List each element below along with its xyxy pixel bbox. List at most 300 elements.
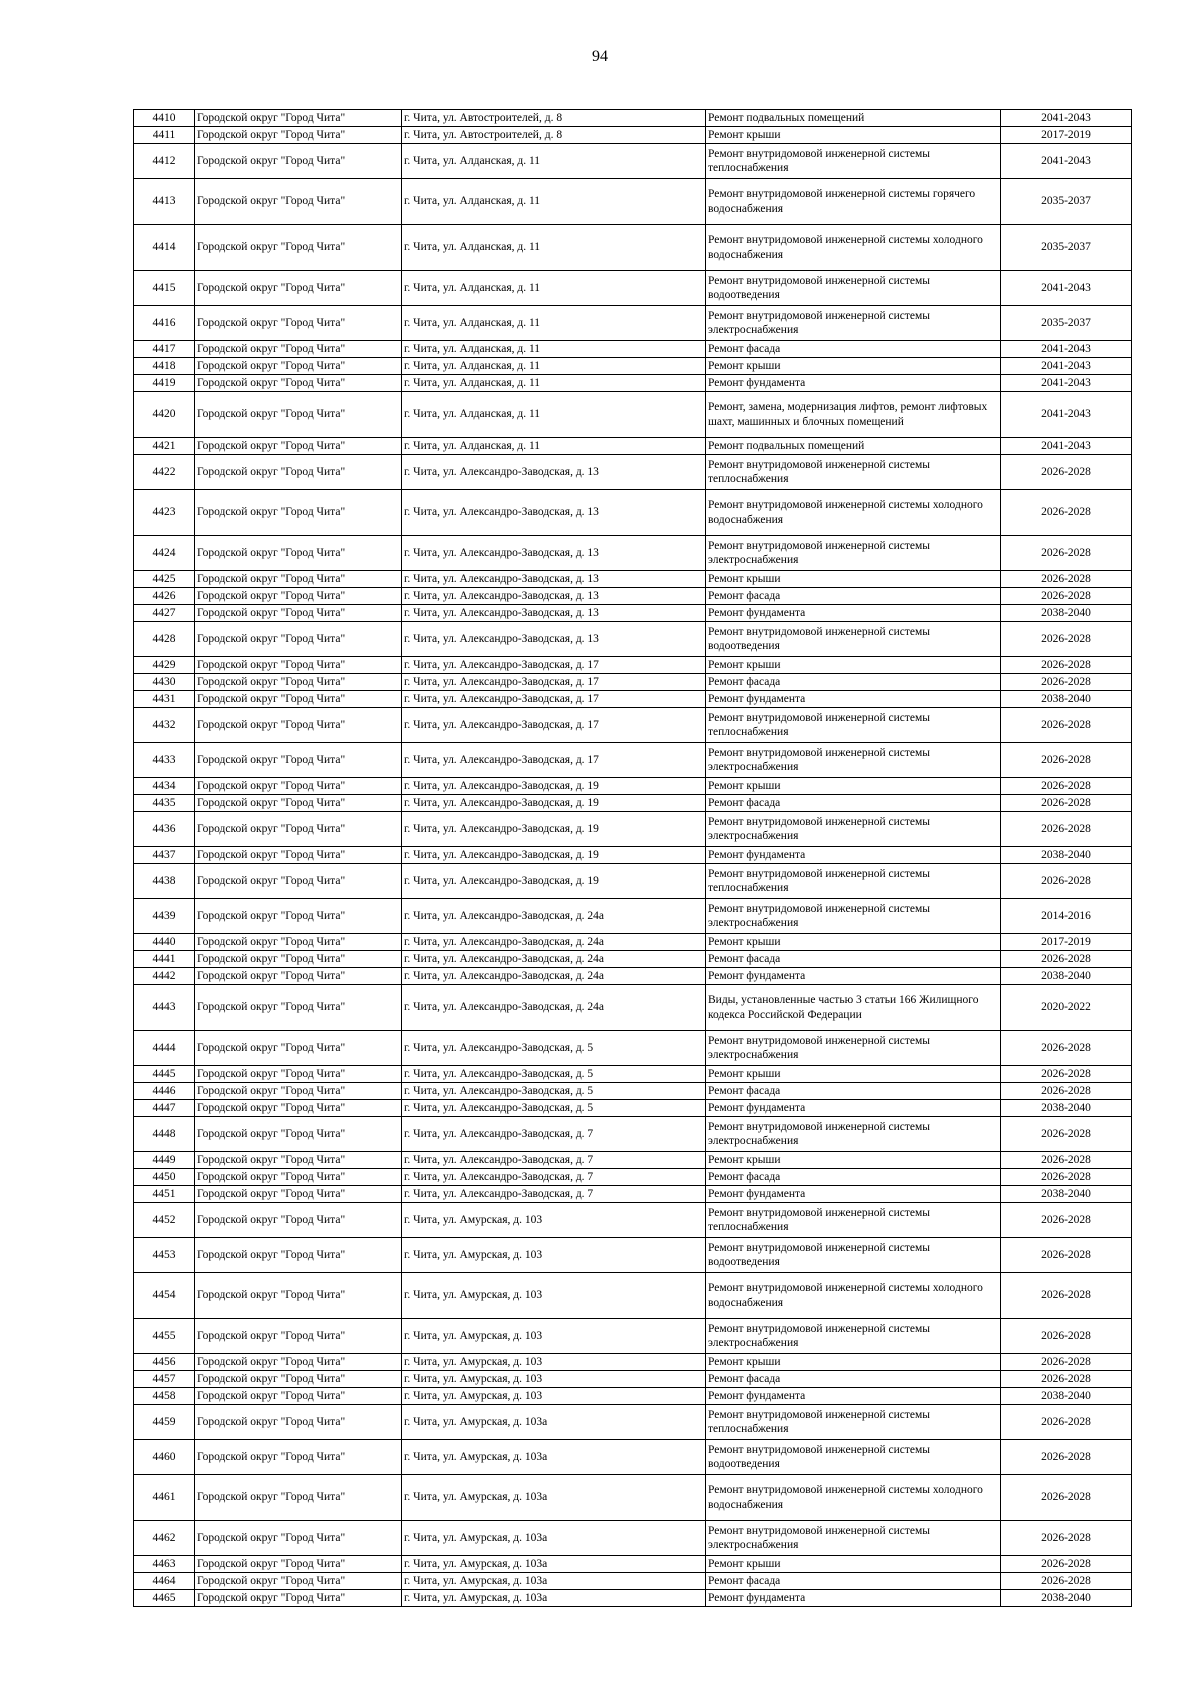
period-cell: 2026-2028 [1001,674,1132,691]
table-row [134,110,1132,127]
address-cell: г. Чита, ул. Алданская, д. 11 [402,375,706,392]
address-cell: г. Чита, ул. Амурская, д. 103 [402,1354,706,1371]
row-number-cell: 4459 [134,1405,195,1440]
work-type-cell: Ремонт внутридомовой инженерной системы водоотведения [706,1440,1001,1475]
period-cell: 2038-2040 [1001,1388,1132,1405]
table-row [134,455,1132,490]
period-cell: 2026-2028 [1001,951,1132,968]
table-row [134,1117,1132,1152]
row-number-cell: 4443 [134,985,195,1031]
period-cell: 2026-2028 [1001,571,1132,588]
period-cell: 2041-2043 [1001,341,1132,358]
municipality-cell: Городской округ "Город Чита" [195,1152,402,1169]
municipality-cell: Городской округ "Город Чита" [195,144,402,179]
municipality-cell: Городской округ "Город Чита" [195,1083,402,1100]
address-cell: г. Чита, ул. Александро-Заводская, д. 5 [402,1100,706,1117]
period-cell: 2026-2028 [1001,588,1132,605]
address-cell: г. Чита, ул. Александро-Заводская, д. 19 [402,778,706,795]
period-cell: 2026-2028 [1001,1521,1132,1556]
municipality-cell: Городской округ "Город Чита" [195,864,402,899]
municipality-cell: Городской округ "Город Чита" [195,1117,402,1152]
table-row [134,1066,1132,1083]
work-type-cell: Ремонт внутридомовой инженерной системы водоотведения [706,622,1001,657]
period-cell: 2026-2028 [1001,1031,1132,1066]
row-number-cell: 4417 [134,341,195,358]
municipality-cell: Городской округ "Город Чита" [195,110,402,127]
municipality-cell: Городской округ "Город Чита" [195,1100,402,1117]
table-body [134,110,1132,1607]
address-cell: г. Чита, ул. Александро-Заводская, д. 7 [402,1169,706,1186]
address-cell: г. Чита, ул. Алданская, д. 11 [402,438,706,455]
row-number-cell: 4450 [134,1169,195,1186]
municipality-cell: Городской округ "Город Чита" [195,934,402,951]
row-number-cell: 4465 [134,1590,195,1607]
table-row [134,271,1132,306]
address-cell: г. Чита, ул. Амурская, д. 103а [402,1440,706,1475]
municipality-cell: Городской округ "Город Чита" [195,392,402,438]
municipality-cell: Городской округ "Город Чита" [195,588,402,605]
work-type-cell: Ремонт внутридомовой инженерной системы водоотведения [706,271,1001,306]
municipality-cell: Городской округ "Город Чита" [195,1238,402,1273]
period-cell: 2026-2028 [1001,1475,1132,1521]
period-cell: 2041-2043 [1001,271,1132,306]
address-cell: г. Чита, ул. Александро-Заводская, д. 13 [402,455,706,490]
row-number-cell: 4449 [134,1152,195,1169]
municipality-cell: Городской округ "Город Чита" [195,1388,402,1405]
period-cell: 2026-2028 [1001,778,1132,795]
work-type-cell: Ремонт внутридомовой инженерной системы электроснабжения [706,1319,1001,1354]
address-cell: г. Чита, ул. Амурская, д. 103а [402,1573,706,1590]
work-type-cell: Ремонт внутридомовой инженерной системы электроснабжения [706,1521,1001,1556]
page-number: 94 [592,48,608,65]
table-row [134,1388,1132,1405]
municipality-cell: Городской округ "Город Чита" [195,968,402,985]
address-cell: г. Чита, ул. Амурская, д. 103а [402,1521,706,1556]
work-type-cell: Ремонт крыши [706,1556,1001,1573]
row-number-cell: 4418 [134,358,195,375]
period-cell: 2041-2043 [1001,375,1132,392]
row-number-cell: 4453 [134,1238,195,1273]
address-cell: г. Чита, ул. Александро-Заводская, д. 24а [402,934,706,951]
address-cell: г. Чита, ул. Алданская, д. 11 [402,392,706,438]
work-type-cell: Ремонт, замена, модернизация лифтов, ремонт лифтовых шахт, машинных и блочных помещений [706,392,1001,438]
address-cell: г. Чита, ул. Алданская, д. 11 [402,306,706,341]
row-number-cell: 4458 [134,1388,195,1405]
work-type-cell: Ремонт крыши [706,1354,1001,1371]
row-number-cell: 4413 [134,179,195,225]
address-cell: г. Чита, ул. Александро-Заводская, д. 24а [402,899,706,934]
table-row [134,144,1132,179]
row-number-cell: 4462 [134,1521,195,1556]
municipality-cell: Городской округ "Город Чита" [195,1169,402,1186]
period-cell: 2026-2028 [1001,622,1132,657]
municipality-cell: Городской округ "Город Чита" [195,847,402,864]
row-number-cell: 4438 [134,864,195,899]
work-type-cell: Ремонт фасада [706,1371,1001,1388]
work-type-cell: Ремонт внутридомовой инженерной системы электроснабжения [706,1117,1001,1152]
row-number-cell: 4421 [134,438,195,455]
work-type-cell: Ремонт фасада [706,588,1001,605]
address-cell: г. Чита, ул. Автостроителей, д. 8 [402,127,706,144]
period-cell: 2026-2028 [1001,490,1132,536]
work-type-cell: Ремонт внутридомовой инженерной системы теплоснабжения [706,1203,1001,1238]
period-cell: 2026-2028 [1001,1319,1132,1354]
work-type-cell: Ремонт фасада [706,1083,1001,1100]
address-cell: г. Чита, ул. Александро-Заводская, д. 13 [402,571,706,588]
table-row [134,1556,1132,1573]
address-cell: г. Чита, ул. Александро-Заводская, д. 19 [402,864,706,899]
municipality-cell: Городской округ "Город Чита" [195,1031,402,1066]
address-cell: г. Чита, ул. Амурская, д. 103а [402,1405,706,1440]
period-cell: 2017-2019 [1001,934,1132,951]
row-number-cell: 4437 [134,847,195,864]
table-row [134,1354,1132,1371]
address-cell: г. Чита, ул. Александро-Заводская, д. 13 [402,605,706,622]
municipality-cell: Городской округ "Город Чита" [195,1475,402,1521]
municipality-cell: Городской округ "Город Чита" [195,778,402,795]
address-cell: г. Чита, ул. Алданская, д. 11 [402,179,706,225]
municipality-cell: Городской округ "Город Чита" [195,1371,402,1388]
period-cell: 2038-2040 [1001,1186,1132,1203]
row-number-cell: 4415 [134,271,195,306]
row-number-cell: 4432 [134,708,195,743]
row-number-cell: 4454 [134,1273,195,1319]
municipality-cell: Городской округ "Город Чита" [195,341,402,358]
period-cell: 2026-2028 [1001,743,1132,778]
address-cell: г. Чита, ул. Александро-Заводская, д. 7 [402,1117,706,1152]
period-cell: 2038-2040 [1001,605,1132,622]
table-row [134,179,1132,225]
period-cell: 2026-2028 [1001,1405,1132,1440]
row-number-cell: 4427 [134,605,195,622]
period-cell: 2038-2040 [1001,968,1132,985]
address-cell: г. Чита, ул. Алданская, д. 11 [402,271,706,306]
work-type-cell: Ремонт фундамента [706,1100,1001,1117]
period-cell: 2026-2028 [1001,1117,1132,1152]
municipality-cell: Городской округ "Город Чита" [195,899,402,934]
address-cell: г. Чита, ул. Александро-Заводская, д. 17 [402,743,706,778]
municipality-cell: Городской округ "Город Чита" [195,127,402,144]
row-number-cell: 4448 [134,1117,195,1152]
row-number-cell: 4452 [134,1203,195,1238]
work-type-cell: Ремонт внутридомовой инженерной системы теплоснабжения [706,1405,1001,1440]
municipality-cell: Городской округ "Город Чита" [195,455,402,490]
work-type-cell: Ремонт внутридомовой инженерной системы электроснабжения [706,536,1001,571]
table-row [134,1100,1132,1117]
period-cell: 2041-2043 [1001,392,1132,438]
table-row [134,358,1132,375]
work-type-cell: Ремонт внутридомовой инженерной системы теплоснабжения [706,455,1001,490]
table-row [134,1405,1132,1440]
row-number-cell: 4424 [134,536,195,571]
municipality-cell: Городской округ "Город Чита" [195,1573,402,1590]
table-row [134,934,1132,951]
work-type-cell: Ремонт крыши [706,657,1001,674]
row-number-cell: 4410 [134,110,195,127]
row-number-cell: 4440 [134,934,195,951]
address-cell: г. Чита, ул. Александро-Заводская, д. 13 [402,536,706,571]
municipality-cell: Городской округ "Город Чита" [195,605,402,622]
table-row [134,341,1132,358]
table-row [134,605,1132,622]
table-row [134,657,1132,674]
row-number-cell: 4460 [134,1440,195,1475]
address-cell: г. Чита, ул. Амурская, д. 103 [402,1238,706,1273]
table-row [134,951,1132,968]
period-cell: 2026-2028 [1001,1556,1132,1573]
municipality-cell: Городской округ "Город Чита" [195,358,402,375]
period-cell: 2041-2043 [1001,438,1132,455]
municipality-cell: Городской округ "Город Чита" [195,1440,402,1475]
table-row [134,1319,1132,1354]
municipality-cell: Городской округ "Город Чита" [195,1186,402,1203]
work-type-cell: Ремонт крыши [706,358,1001,375]
municipality-cell: Городской округ "Город Чита" [195,438,402,455]
period-cell: 2026-2028 [1001,1573,1132,1590]
municipality-cell: Городской округ "Город Чита" [195,743,402,778]
work-type-cell: Ремонт крыши [706,571,1001,588]
municipality-cell: Городской округ "Город Чита" [195,951,402,968]
period-cell: 2041-2043 [1001,358,1132,375]
table-row [134,1590,1132,1607]
table-row [134,812,1132,847]
period-cell: 2041-2043 [1001,144,1132,179]
municipality-cell: Городской округ "Город Чита" [195,674,402,691]
row-number-cell: 4442 [134,968,195,985]
period-cell: 2026-2028 [1001,1354,1132,1371]
period-cell: 2026-2028 [1001,1169,1132,1186]
municipality-cell: Городской округ "Город Чита" [195,812,402,847]
period-cell: 2041-2043 [1001,110,1132,127]
address-cell: г. Чита, ул. Амурская, д. 103 [402,1388,706,1405]
period-cell: 2038-2040 [1001,691,1132,708]
row-number-cell: 4463 [134,1556,195,1573]
municipality-cell: Городской округ "Город Чита" [195,490,402,536]
table-row [134,899,1132,934]
work-type-cell: Ремонт внутридомовой инженерной системы холодного водоснабжения [706,225,1001,271]
table-row [134,1152,1132,1169]
row-number-cell: 4419 [134,375,195,392]
table-row [134,588,1132,605]
row-number-cell: 4429 [134,657,195,674]
row-number-cell: 4445 [134,1066,195,1083]
period-cell: 2026-2028 [1001,536,1132,571]
row-number-cell: 4416 [134,306,195,341]
address-cell: г. Чита, ул. Амурская, д. 103 [402,1319,706,1354]
municipality-cell: Городской округ "Город Чита" [195,1521,402,1556]
table-row [134,1169,1132,1186]
work-type-cell: Ремонт подвальных помещений [706,438,1001,455]
address-cell: г. Чита, ул. Алданская, д. 11 [402,358,706,375]
work-type-cell: Ремонт внутридомовой инженерной системы теплоснабжения [706,708,1001,743]
row-number-cell: 4444 [134,1031,195,1066]
row-number-cell: 4420 [134,392,195,438]
work-type-cell: Ремонт фундамента [706,605,1001,622]
address-cell: г. Чита, ул. Александро-Заводская, д. 24а [402,985,706,1031]
address-cell: г. Чита, ул. Александро-Заводская, д. 17 [402,674,706,691]
address-cell: г. Чита, ул. Алданская, д. 11 [402,341,706,358]
address-cell: г. Чита, ул. Александро-Заводская, д. 24а [402,951,706,968]
table-row [134,1186,1132,1203]
work-type-cell: Ремонт фундамента [706,1590,1001,1607]
row-number-cell: 4436 [134,812,195,847]
work-type-cell: Ремонт фундамента [706,1388,1001,1405]
municipality-cell: Городской округ "Город Чита" [195,1405,402,1440]
table-row [134,622,1132,657]
table-row [134,1475,1132,1521]
work-type-cell: Ремонт внутридомовой инженерной системы электроснабжения [706,812,1001,847]
municipality-cell: Городской округ "Город Чита" [195,1354,402,1371]
work-type-cell: Ремонт внутридомовой инженерной системы холодного водоснабжения [706,490,1001,536]
municipality-cell: Городской округ "Город Чита" [195,179,402,225]
table-row [134,571,1132,588]
row-number-cell: 4451 [134,1186,195,1203]
row-number-cell: 4441 [134,951,195,968]
period-cell: 2026-2028 [1001,1238,1132,1273]
period-cell: 2026-2028 [1001,657,1132,674]
address-cell: г. Чита, ул. Амурская, д. 103а [402,1475,706,1521]
row-number-cell: 4423 [134,490,195,536]
work-type-cell: Ремонт подвальных помещений [706,110,1001,127]
row-number-cell: 4431 [134,691,195,708]
row-number-cell: 4430 [134,674,195,691]
row-number-cell: 4412 [134,144,195,179]
row-number-cell: 4426 [134,588,195,605]
period-cell: 2026-2028 [1001,1152,1132,1169]
table-row [134,1573,1132,1590]
work-type-cell: Ремонт внутридомовой инженерной системы холодного водоснабжения [706,1475,1001,1521]
work-type-cell: Ремонт внутридомовой инженерной системы электроснабжения [706,899,1001,934]
row-number-cell: 4414 [134,225,195,271]
period-cell: 2020-2022 [1001,985,1132,1031]
period-cell: 2038-2040 [1001,1590,1132,1607]
address-cell: г. Чита, ул. Александро-Заводская, д. 13 [402,490,706,536]
table-row [134,743,1132,778]
table-row [134,691,1132,708]
table-row [134,392,1132,438]
row-number-cell: 4457 [134,1371,195,1388]
table-row [134,1521,1132,1556]
row-number-cell: 4464 [134,1573,195,1590]
period-cell: 2026-2028 [1001,1440,1132,1475]
address-cell: г. Чита, ул. Александро-Заводская, д. 5 [402,1031,706,1066]
table-row [134,847,1132,864]
table-row [134,1440,1132,1475]
row-number-cell: 4435 [134,795,195,812]
municipality-cell: Городской округ "Город Чита" [195,622,402,657]
table-row [134,795,1132,812]
work-type-cell: Ремонт фасада [706,1573,1001,1590]
work-type-cell: Ремонт внутридомовой инженерной системы теплоснабжения [706,144,1001,179]
municipality-cell: Городской округ "Город Чита" [195,1273,402,1319]
work-type-cell: Ремонт внутридомовой инженерной системы электроснабжения [706,1031,1001,1066]
work-type-cell: Ремонт крыши [706,1066,1001,1083]
repair-schedule-table [133,109,1132,1607]
row-number-cell: 4439 [134,899,195,934]
work-type-cell: Ремонт внутридомовой инженерной системы водоотведения [706,1238,1001,1273]
table-row [134,1083,1132,1100]
row-number-cell: 4425 [134,571,195,588]
work-type-cell: Ремонт фундамента [706,375,1001,392]
period-cell: 2026-2028 [1001,1273,1132,1319]
municipality-cell: Городской округ "Город Чита" [195,271,402,306]
table-row [134,438,1132,455]
work-type-cell: Ремонт внутридомовой инженерной системы электроснабжения [706,306,1001,341]
row-number-cell: 4455 [134,1319,195,1354]
work-type-cell: Ремонт фасада [706,1169,1001,1186]
work-type-cell: Ремонт фундамента [706,968,1001,985]
address-cell: г. Чита, ул. Амурская, д. 103 [402,1203,706,1238]
table-row [134,225,1132,271]
work-type-cell: Ремонт фасада [706,341,1001,358]
period-cell: 2035-2037 [1001,179,1132,225]
row-number-cell: 4461 [134,1475,195,1521]
address-cell: г. Чита, ул. Амурская, д. 103 [402,1371,706,1388]
address-cell: г. Чита, ул. Александро-Заводская, д. 13 [402,622,706,657]
address-cell: г. Чита, ул. Александро-Заводская, д. 19 [402,847,706,864]
address-cell: г. Чита, ул. Амурская, д. 103а [402,1556,706,1573]
work-type-cell: Ремонт внутридомовой инженерной системы холодного водоснабжения [706,1273,1001,1319]
row-number-cell: 4428 [134,622,195,657]
row-number-cell: 4446 [134,1083,195,1100]
municipality-cell: Городской округ "Город Чита" [195,1203,402,1238]
work-type-cell: Ремонт внутридомовой инженерной системы теплоснабжения [706,864,1001,899]
period-cell: 2026-2028 [1001,455,1132,490]
address-cell: г. Чита, ул. Автостроителей, д. 8 [402,110,706,127]
period-cell: 2014-2016 [1001,899,1132,934]
period-cell: 2017-2019 [1001,127,1132,144]
period-cell: 2026-2028 [1001,1203,1132,1238]
row-number-cell: 4411 [134,127,195,144]
municipality-cell: Городской округ "Город Чита" [195,795,402,812]
row-number-cell: 4447 [134,1100,195,1117]
table-row [134,674,1132,691]
work-type-cell: Ремонт фундамента [706,691,1001,708]
table-row [134,127,1132,144]
period-cell: 2035-2037 [1001,225,1132,271]
row-number-cell: 4433 [134,743,195,778]
address-cell: г. Чита, ул. Александро-Заводская, д. 19 [402,812,706,847]
municipality-cell: Городской округ "Город Чита" [195,306,402,341]
work-type-cell: Ремонт крыши [706,778,1001,795]
table-row [134,490,1132,536]
address-cell: г. Чита, ул. Александро-Заводская, д. 7 [402,1186,706,1203]
municipality-cell: Городской округ "Город Чита" [195,536,402,571]
work-type-cell: Ремонт внутридомовой инженерной системы горячего водоснабжения [706,179,1001,225]
work-type-cell: Ремонт крыши [706,1152,1001,1169]
period-cell: 2026-2028 [1001,795,1132,812]
address-cell: г. Чита, ул. Александро-Заводская, д. 17 [402,708,706,743]
table-row [134,1238,1132,1273]
municipality-cell: Городской округ "Город Чита" [195,657,402,674]
table-row [134,864,1132,899]
table-row [134,306,1132,341]
work-type-cell: Ремонт фасада [706,951,1001,968]
work-type-cell: Ремонт фасада [706,795,1001,812]
municipality-cell: Городской округ "Город Чита" [195,571,402,588]
row-number-cell: 4422 [134,455,195,490]
municipality-cell: Городской округ "Город Чита" [195,708,402,743]
municipality-cell: Городской округ "Город Чита" [195,691,402,708]
work-type-cell: Ремонт крыши [706,127,1001,144]
municipality-cell: Городской округ "Город Чита" [195,1590,402,1607]
municipality-cell: Городской округ "Город Чита" [195,1556,402,1573]
address-cell: г. Чита, ул. Алданская, д. 11 [402,144,706,179]
row-number-cell: 4434 [134,778,195,795]
period-cell: 2026-2028 [1001,1083,1132,1100]
period-cell: 2035-2037 [1001,306,1132,341]
table-row [134,1273,1132,1319]
